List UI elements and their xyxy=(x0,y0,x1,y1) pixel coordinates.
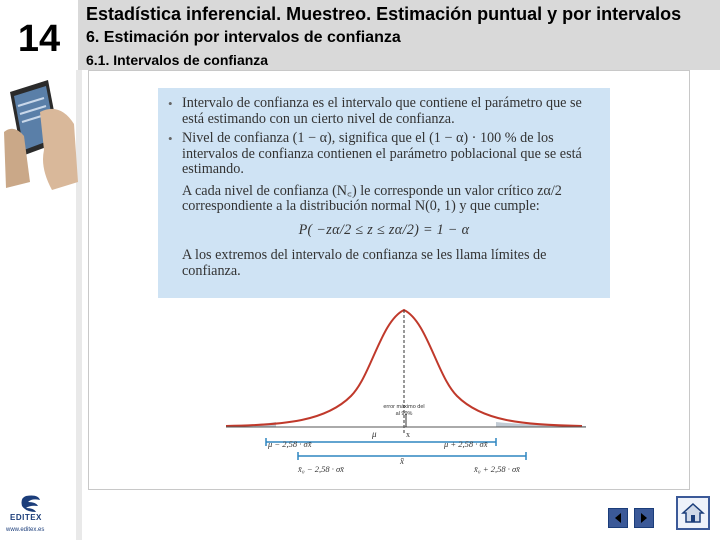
arrow-right-icon xyxy=(638,512,650,524)
page-subtitle: 6. Estimación por intervalos de confianza xyxy=(86,29,401,46)
left-population-limit: μ − 2,58 · σx̄ xyxy=(268,439,312,449)
bullet-icon: • xyxy=(168,96,173,111)
xbar-label: x̄ xyxy=(400,456,404,466)
arrow-left-icon xyxy=(612,512,624,524)
page-title: Estadística inferencial. Muestreo. Estimación puntual y por intervalos xyxy=(86,4,682,24)
x-label: x xyxy=(406,430,410,439)
definition-confidence-level: Nivel de confianza (1 − α), significa que el (1 − α) · 100 % de los intervalos de confianza contienen el parámetro poblacional que se está estimando. xyxy=(182,130,582,177)
definition-box xyxy=(158,88,610,298)
home-icon xyxy=(681,502,705,524)
chapter-number: 14 xyxy=(17,17,61,60)
error-annotation-line1: error máximo del xyxy=(383,404,425,410)
logo-url: www.editex.es xyxy=(6,527,45,533)
confidence-limits-text: A los extremos del intervalo de confianza se les llama límites de confianza. xyxy=(182,247,547,279)
error-annotation-line2: al 99% xyxy=(395,411,413,417)
normal-distribution-figure xyxy=(226,306,586,481)
section-title: 6.1. Intervalos de confianza xyxy=(86,52,269,68)
right-population-limit: μ + 2,58 · σx̄ xyxy=(444,439,488,449)
right-sample-limit: x̄₀ + 2,58 · σx̄ xyxy=(474,464,520,474)
probability-formula: P( −zα/2 ≤ z ≤ zα/2) = 1 − α xyxy=(298,221,470,238)
logo-name: EDITEX xyxy=(10,513,42,522)
previous-slide-button[interactable] xyxy=(608,508,628,528)
left-sample-limit: x̄₀ − 2,58 · σx̄ xyxy=(298,464,344,474)
definition-interval: Intervalo de confianza es el intervalo que contiene el parámetro que se está estimando con un cierto nivel de confianza. xyxy=(182,95,582,127)
critical-value-text: A cada nivel de confianza (N꜀) le corresponde un valor crítico zα/2 correspondiente a la distribución normal N(0, 1) y que cumple: xyxy=(182,182,562,214)
list-item xyxy=(168,96,600,127)
home-button[interactable] xyxy=(676,496,710,530)
list-item xyxy=(168,131,600,178)
next-slide-button[interactable] xyxy=(634,508,654,528)
smartphone-hand-image xyxy=(0,72,78,192)
bullet-icon: • xyxy=(168,131,173,146)
mu-label: μ xyxy=(372,429,377,439)
